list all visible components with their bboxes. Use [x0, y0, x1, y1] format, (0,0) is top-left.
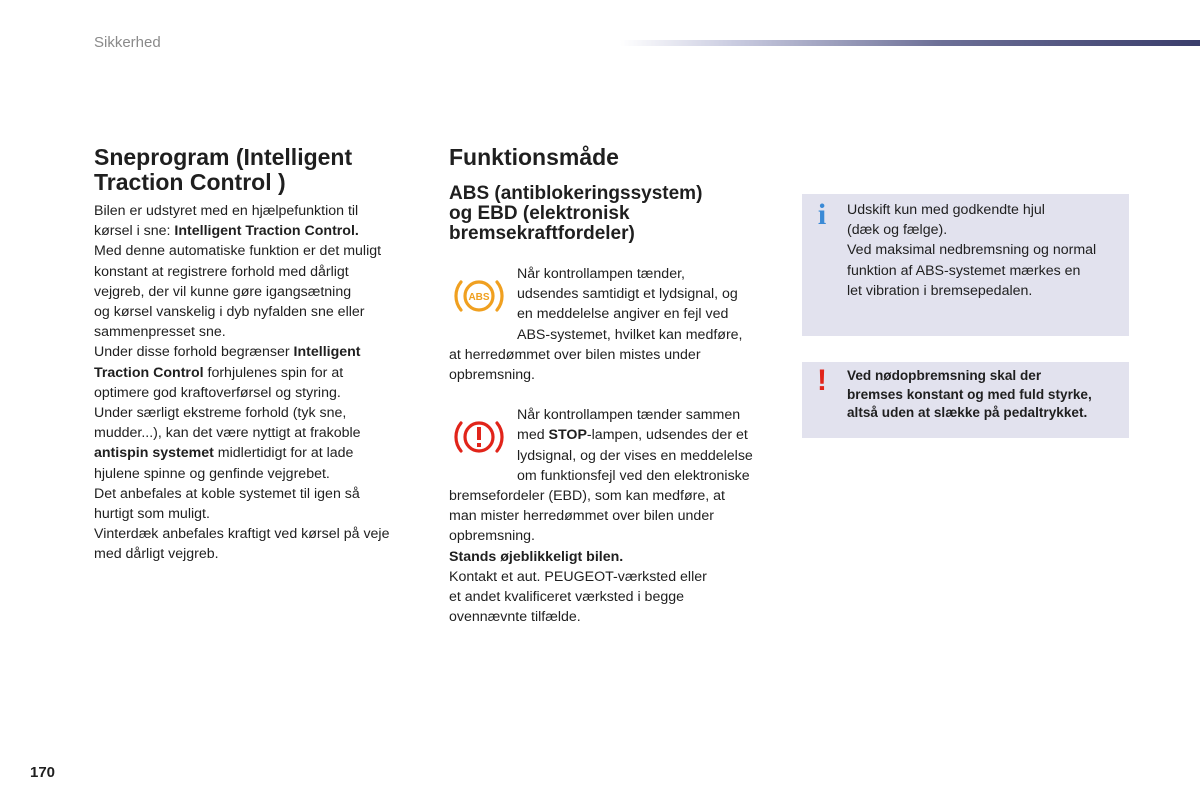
text-segment: om funktionsfejl ved den elektroniske [517, 467, 750, 484]
text-line [94, 241, 424, 261]
text-segment: Intelligent [293, 344, 361, 361]
text-segment: Bilen er udstyret med en hjælpefunktion til [94, 203, 359, 219]
text-segment: sammenpresset sne. [94, 324, 226, 341]
subtitle-line: bremsekraftfordeler) [449, 223, 635, 244]
text-segment: Intelligent Traction Control. [174, 223, 359, 240]
text-line [517, 446, 784, 466]
text-line [94, 363, 424, 383]
text-segment: Det anbefales at koble systemet til igen så [94, 485, 360, 502]
text-segment: antispin systemet [94, 445, 214, 462]
text-segment: bremsefordeler (EBD), som kan medføre, at [449, 488, 725, 505]
brake-warning-block [449, 405, 784, 627]
text-line [94, 201, 424, 221]
text-line [449, 607, 784, 627]
text-segment: kørsel i sne: [94, 223, 175, 240]
functions-title: Funktionsmåde [449, 144, 619, 170]
text-segment: konstant at registrere forhold med dårligt [94, 263, 349, 280]
text-segment: Når kontrollampen tænder sammen [517, 407, 741, 424]
text-line [94, 342, 424, 362]
text-line [94, 403, 424, 423]
text-segment: ovennævnte tilfælde. [449, 609, 581, 626]
text-segment: en meddelelse angiver en fejl ved [517, 306, 729, 323]
text-segment: lydsignal, og der vises en meddelelse [517, 447, 753, 464]
box-text-line: altså uden at slække på pedaltrykket. [847, 405, 1088, 420]
text-line [94, 282, 424, 302]
text-segment: optimere god kraftoverførsel og styring. [94, 384, 341, 401]
text-line [94, 544, 424, 564]
subtitle-line: ABS (antiblokeringssystem) [449, 183, 703, 204]
text-line [94, 484, 424, 504]
text-line [449, 365, 784, 385]
text-segment: opbremsning. [449, 528, 535, 545]
left-body [94, 201, 424, 565]
info-box [802, 194, 1129, 336]
text-line [449, 486, 784, 506]
text-line [517, 425, 784, 445]
subtitle-line: og EBD (elektronisk [449, 203, 630, 224]
box-text-line: let vibration i bremsepedalen. [847, 282, 1033, 299]
text-line [449, 587, 784, 607]
text-line [94, 221, 424, 241]
text-line [449, 567, 784, 587]
text-segment: man mister herredømmet over bilen under [449, 508, 714, 525]
box-text-line: bremses konstant og med fuld styrke, [847, 386, 1092, 402]
text-segment: Under særligt ekstreme forhold (tyk sne, [94, 405, 347, 422]
text-line [94, 524, 424, 544]
text-segment: Når kontrollampen tænder, [517, 266, 685, 282]
brake-text [449, 486, 784, 627]
text-segment: med [517, 427, 549, 444]
text-line [517, 304, 784, 324]
text-line [94, 443, 424, 463]
abs-icon-text: ABS [468, 292, 490, 303]
section-title [94, 145, 424, 195]
text-line [517, 466, 784, 486]
text-segment: Stands øjeblikkeligt bilen. [449, 548, 624, 565]
alert-text [847, 367, 1123, 423]
text-segment: et andet kvalificeret værksted i begge [449, 589, 685, 606]
text-segment: udsendes samtidigt et lydsignal, og [517, 286, 738, 303]
alert-box [802, 362, 1129, 438]
text-line [94, 262, 424, 282]
text-segment: Traction Control [94, 364, 204, 381]
middle-column [449, 145, 784, 627]
text-line [517, 405, 784, 425]
text-segment: at herredømmet over bilen mistes under [449, 346, 701, 363]
box-text-line: Ved nødopbremsning skal der [847, 368, 1042, 383]
text-segment: med dårligt vejgreb. [94, 546, 219, 563]
box-text-line: (dæk og fælge). [847, 222, 948, 239]
page-number: 170 [30, 764, 56, 781]
text-segment: hurtigt som muligt. [94, 506, 210, 523]
text-segment: forhjulenes spin for at [203, 364, 344, 381]
text-line [517, 264, 784, 284]
text-line [449, 345, 784, 365]
section-title-line: Traction Control ) [94, 169, 286, 195]
section-title-line: Sneprogram (Intelligent [94, 144, 353, 170]
text-segment: ABS-systemet, hvilket kan medføre, [517, 326, 743, 343]
text-line [94, 302, 424, 322]
text-line [94, 504, 424, 524]
text-line [449, 526, 784, 546]
text-line [449, 547, 784, 567]
text-segment: hjulene spinne og genfinde vejgrebet. [94, 465, 330, 482]
text-segment: og kørsel vanskelig i dyb nyfalden sne eller [94, 304, 365, 321]
header-gradient-bar [620, 40, 1200, 46]
text-segment: mudder...), kan det være nyttigt at frakoble [94, 425, 361, 442]
text-segment: vejgreb, der vil kunne gøre igangsætning [94, 283, 352, 300]
text-line [517, 284, 784, 304]
abs-subtitle [449, 184, 784, 244]
info-text [847, 200, 1119, 301]
left-column [94, 145, 424, 565]
text-segment: Under disse forhold begrænser [94, 344, 294, 361]
section-label: Sikkerhed [94, 34, 161, 51]
box-text-line: Ved maksimal nedbremsning og normal [847, 242, 1097, 259]
text-segment: Kontakt et aut. PEUGEOT-værksted eller [449, 568, 707, 585]
text-line [517, 325, 784, 345]
info-icon: i [817, 198, 827, 231]
text-line [94, 423, 424, 443]
text-segment: Vinterdæk anbefales kraftigt ved kørsel på veje [94, 526, 390, 543]
text-line [94, 322, 424, 342]
text-segment: Med denne automatiske funktion er det muligt [94, 243, 382, 260]
text-line [449, 506, 784, 526]
text-segment: midlertidigt for at lade [213, 445, 354, 462]
text-segment: opbremsning. [449, 367, 535, 384]
abs-warning-lamp-icon [449, 268, 509, 328]
abs-warning-block [449, 264, 784, 385]
text-line [94, 464, 424, 484]
box-text-line: funktion af ABS-systemet mærkes en [847, 262, 1081, 279]
text-segment: STOP [548, 427, 587, 444]
text-line [94, 383, 424, 403]
text-segment: -lampen, udsendes der et [586, 427, 748, 444]
abs-text [449, 345, 784, 385]
box-text-line: Udskift kun med godkendte hjul [847, 202, 1045, 218]
brake-warning-lamp-icon [449, 409, 509, 469]
exclamation-icon: ! [817, 364, 827, 397]
